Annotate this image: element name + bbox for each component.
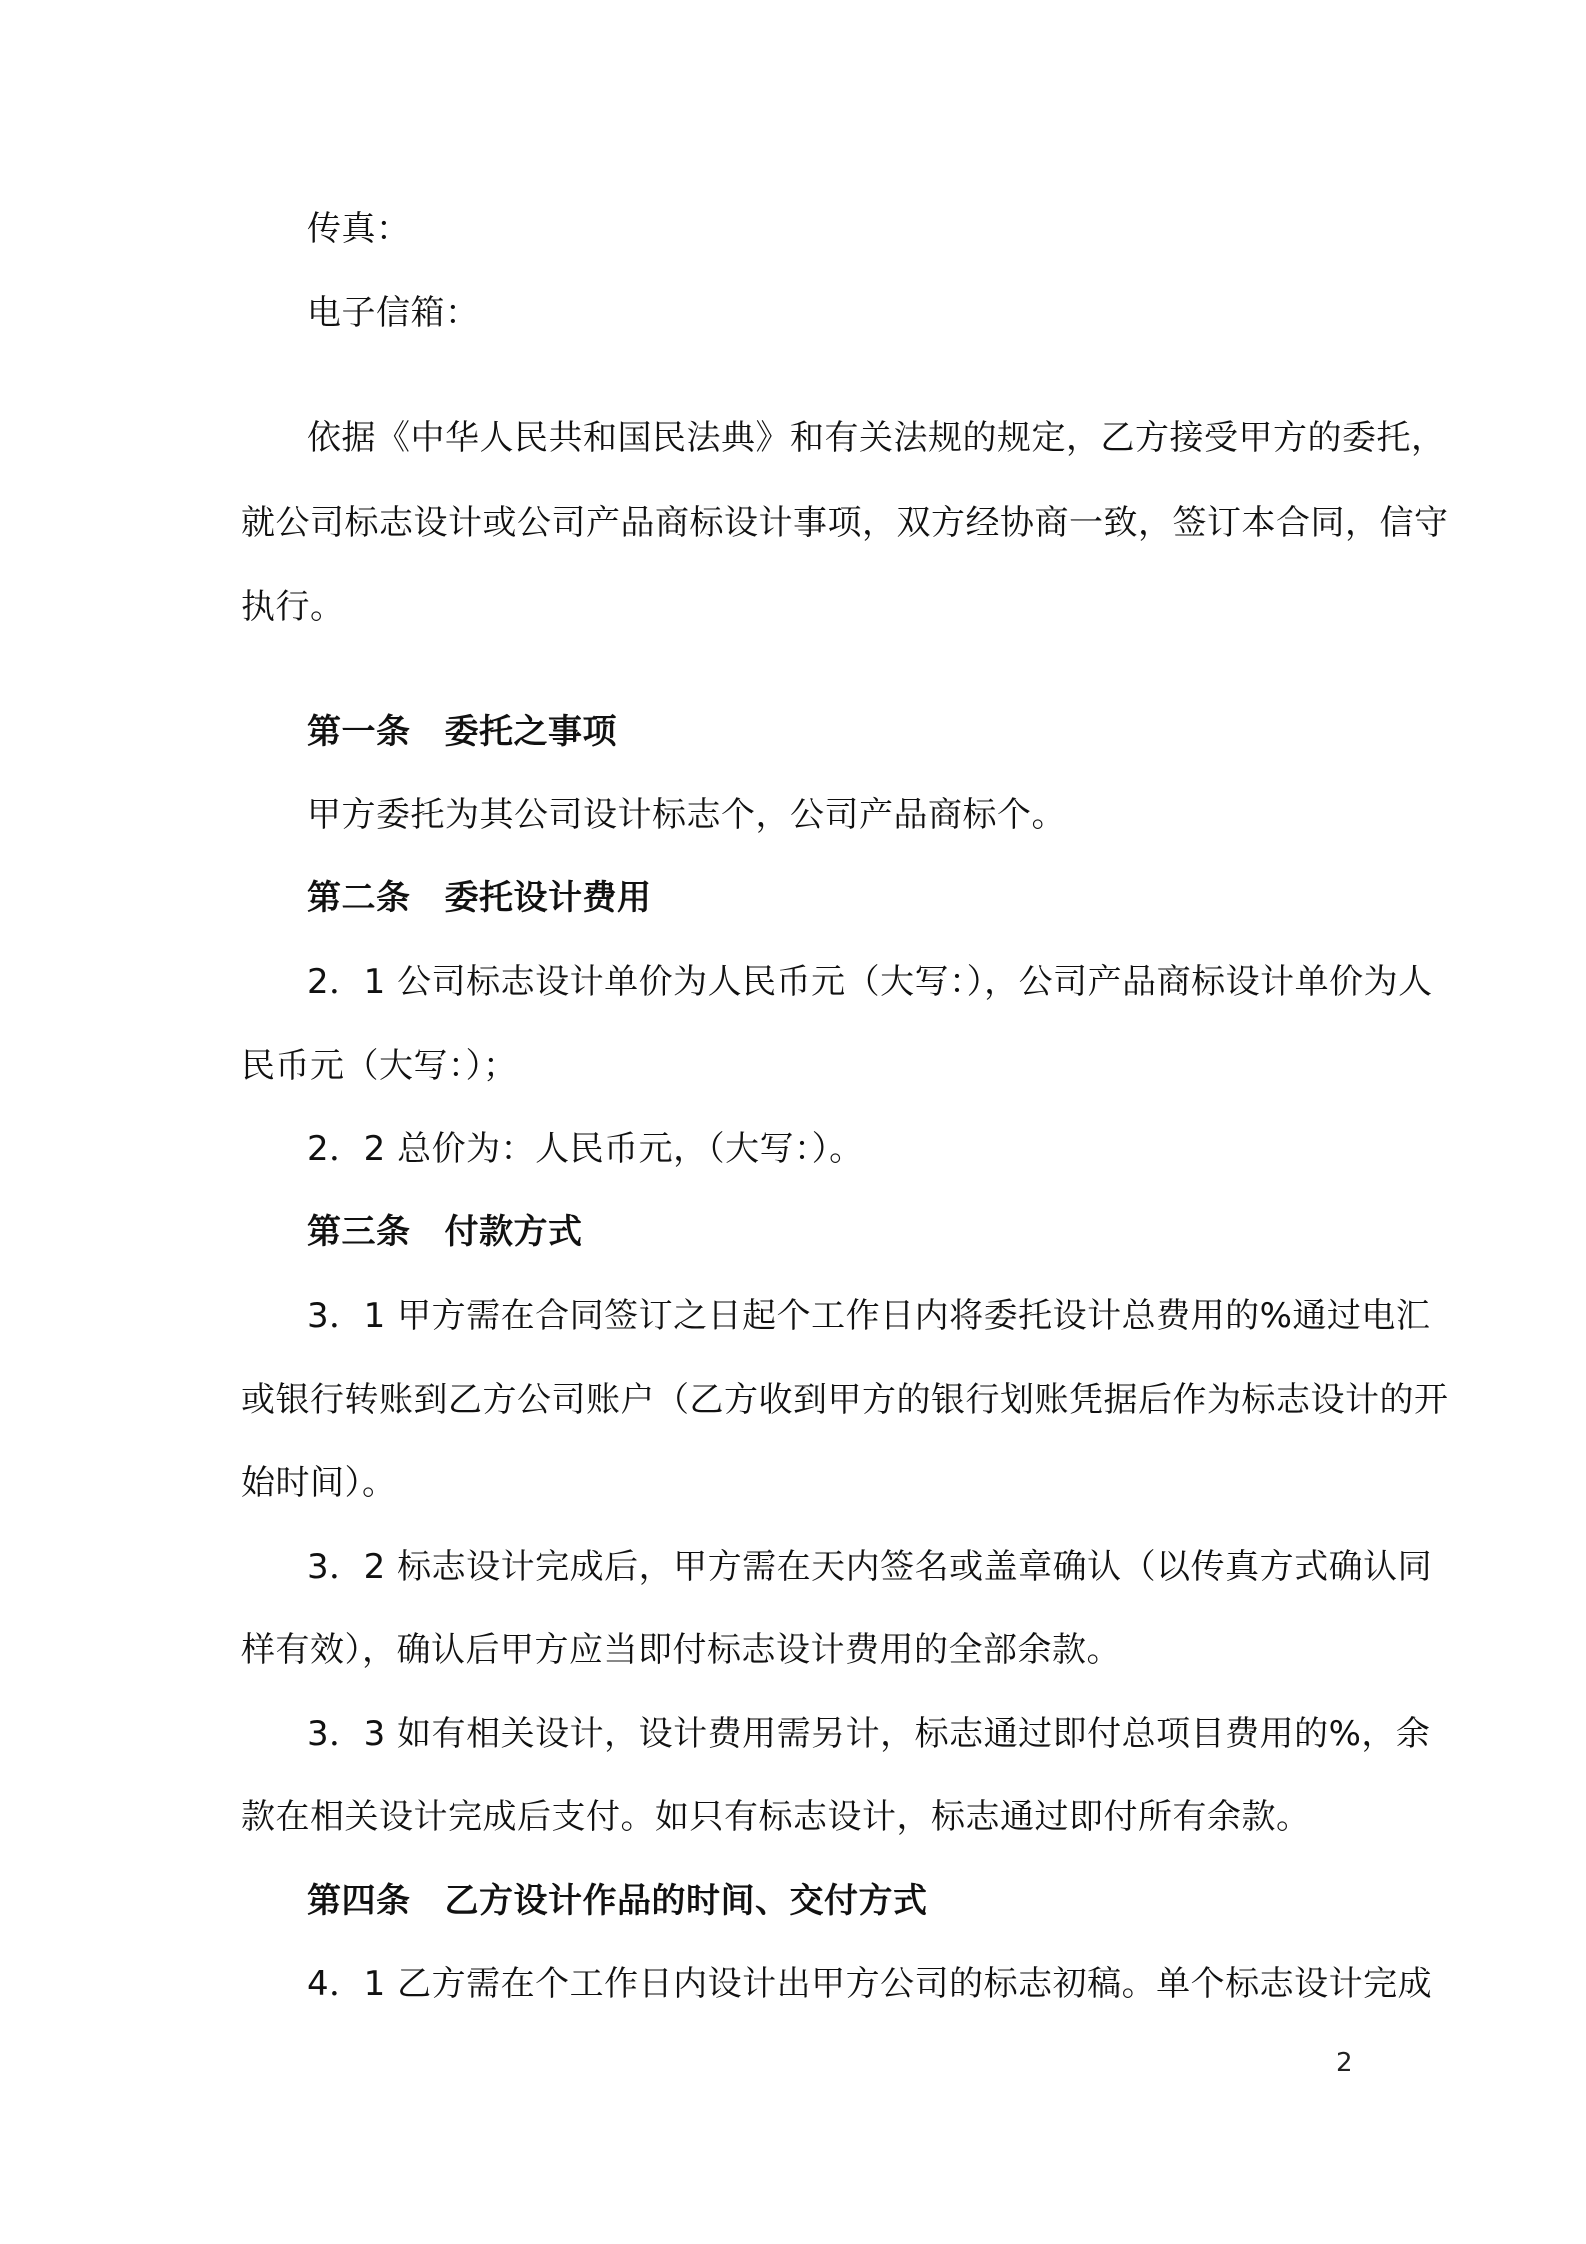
clause-3-1-line: 3．1 甲方需在合同签订之日起个工作日内将委托设计总费用的%通过电汇 bbox=[307, 1296, 1431, 1336]
clause-3-1-line: 或银行转账到乙方公司账户（乙方收到甲方的银行划账凭据后作为标志设计的开 bbox=[241, 1380, 1449, 1420]
article-3-title: 付款方式 bbox=[444, 1212, 583, 1252]
clause-3-3-line: 3．3 如有相关设计，设计费用需另计，标志通过即付总项目费用的%，余 bbox=[307, 1714, 1431, 1754]
article-3-number: 第三条 bbox=[307, 1212, 411, 1252]
preamble-line: 就公司标志设计或公司产品商标设计事项，双方经协商一致，签订本合同，信守 bbox=[241, 503, 1449, 543]
article-1-text: 甲方委托为其公司设计标志个，公司产品商标个。 bbox=[307, 795, 1066, 835]
article-2-number: 第二条 bbox=[307, 878, 411, 918]
preamble-line: 依据《中华人民共和国民法典》和有关法规的规定，乙方接受甲方的委托， bbox=[307, 418, 1446, 458]
page-number: 2 bbox=[1336, 2048, 1353, 2078]
article-1-title: 委托之事项 bbox=[444, 712, 617, 752]
clause-3-3-line: 款在相关设计完成后支付。如只有标志设计，标志通过即付所有余款。 bbox=[241, 1797, 1311, 1837]
clause-2-1-line: 民币元（大写：）； bbox=[241, 1046, 518, 1086]
preamble-line: 执行。 bbox=[241, 587, 345, 627]
clause-3-2-line: 3．2 标志设计完成后，甲方需在天内签名或盖章确认（以传真方式确认同 bbox=[307, 1547, 1433, 1587]
clause-3-1-line: 始时间）。 bbox=[241, 1463, 397, 1503]
email-field-label: 电子信箱： bbox=[307, 293, 480, 333]
clause-2-1-line: 2．1 公司标志设计单价为人民币元（大写：），公司产品商标设计单价为人 bbox=[307, 962, 1433, 1002]
clause-3-2-line: 样有效），确认后甲方应当即付标志设计费用的全部余款。 bbox=[241, 1630, 1121, 1670]
article-2-title: 委托设计费用 bbox=[444, 878, 652, 918]
clause-4-1-line: 4．1 乙方需在个工作日内设计出甲方公司的标志初稿。单个标志设计完成 bbox=[307, 1964, 1433, 2004]
article-4-number: 第四条 bbox=[307, 1881, 411, 1921]
article-4-title: 乙方设计作品的时间、交付方式 bbox=[444, 1881, 928, 1921]
article-1-heading bbox=[307, 710, 1427, 754]
article-4-heading bbox=[307, 1879, 1427, 1923]
article-2-heading bbox=[307, 876, 1427, 920]
clause-2-2-text: 2．2 总价为：人民币元，（大写：）。 bbox=[307, 1129, 864, 1169]
article-3-heading bbox=[307, 1210, 1427, 1254]
article-1-number: 第一条 bbox=[307, 712, 411, 752]
fax-field-label: 传真： bbox=[307, 209, 411, 249]
